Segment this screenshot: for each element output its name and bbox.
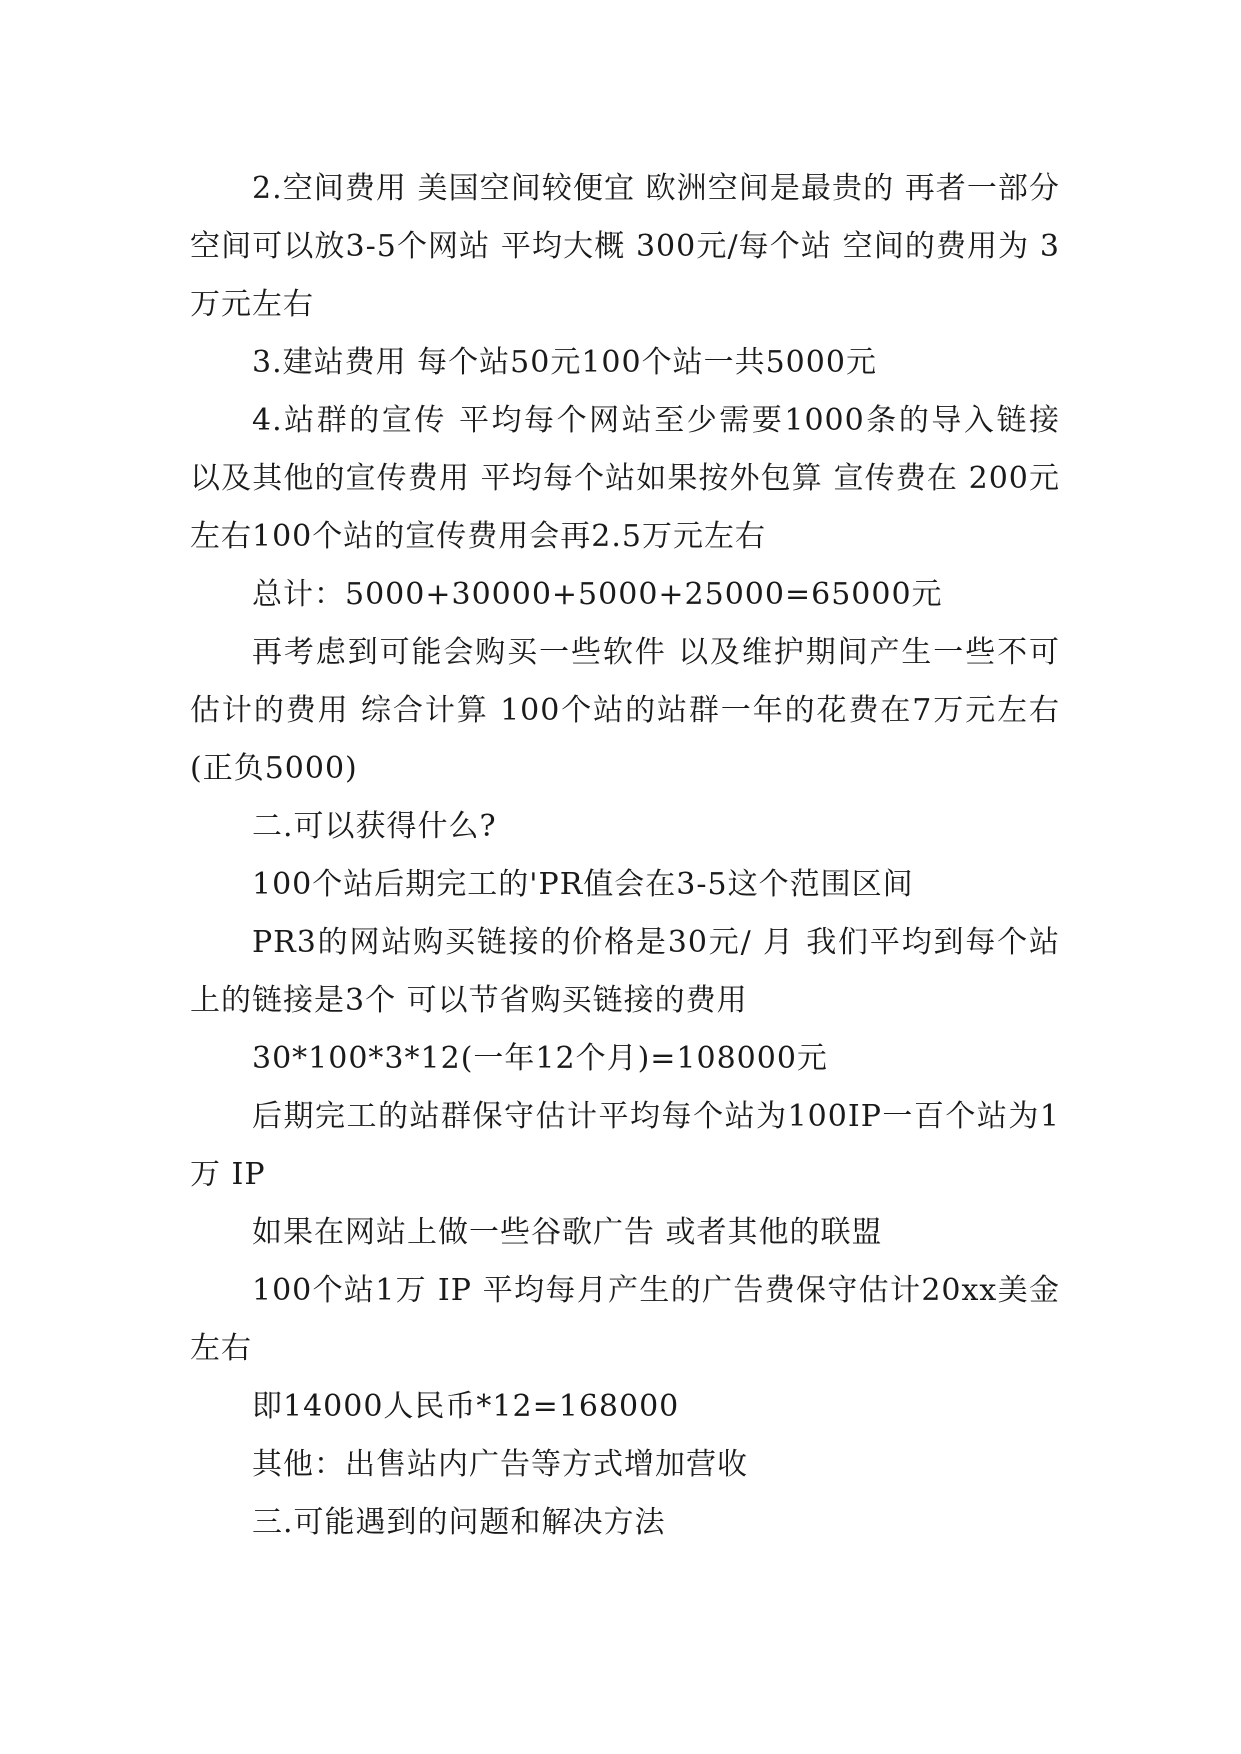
paragraph-annual-estimate: 再考虑到可能会购买一些软件 以及维护期间产生一些不可估计的费用 综合计算 100个站的站群一年的花费在7万元左右(正负5000) [190, 635, 1060, 786]
paragraph-total: 总计：5000+30000+5000+25000=65000元 [252, 577, 943, 612]
paragraph-link-price: PR3的网站购买链接的价格是30元/ 月 我们平均到每个站上的链接是3个 可以节省购买链接的费用 [190, 925, 1060, 1018]
section-heading-gains: 二.可以获得什么? [252, 809, 497, 844]
section-heading-problems: 三.可能遇到的问题和解决方法 [252, 1505, 666, 1540]
document-body [190, 160, 1060, 1552]
paragraph-pr-range: 100个站后期完工的'PR值会在3-5这个范围区间 [252, 867, 914, 902]
paragraph-promotion-cost: 4.站群的宣传 平均每个网站至少需要1000条的导入链接 以及其他的宣传费用 平均每个站如果按外包算 宣传费在 200元左右100个站的宣传费用会再2.5万元左右 [190, 403, 1060, 554]
paragraph-traffic-estimate: 后期完工的站群保守估计平均每个站为100IP一百个站为1万 IP [190, 1099, 1060, 1192]
paragraph-ad-revenue: 100个站1万 IP 平均每月产生的广告费保守估计20xx美金左右 [190, 1273, 1060, 1366]
paragraph-ads: 如果在网站上做一些谷歌广告 或者其他的联盟 [252, 1215, 883, 1250]
paragraph-rmb-revenue: 即14000人民币*12=168000 [252, 1389, 680, 1424]
paragraph-link-savings: 30*100*3*12(一年12个月)=108000元 [252, 1041, 828, 1076]
paragraph-build-cost: 3.建站费用 每个站50元100个站一共5000元 [252, 345, 877, 380]
paragraph-space-cost: 2.空间费用 美国空间较便宜 欧洲空间是最贵的 再者一部分空间可以放3-5个网站 平均大概 300元/每个站 空间的费用为 3万元左右 [190, 171, 1060, 322]
paragraph-other-income: 其他：出售站内广告等方式增加营收 [252, 1447, 748, 1482]
